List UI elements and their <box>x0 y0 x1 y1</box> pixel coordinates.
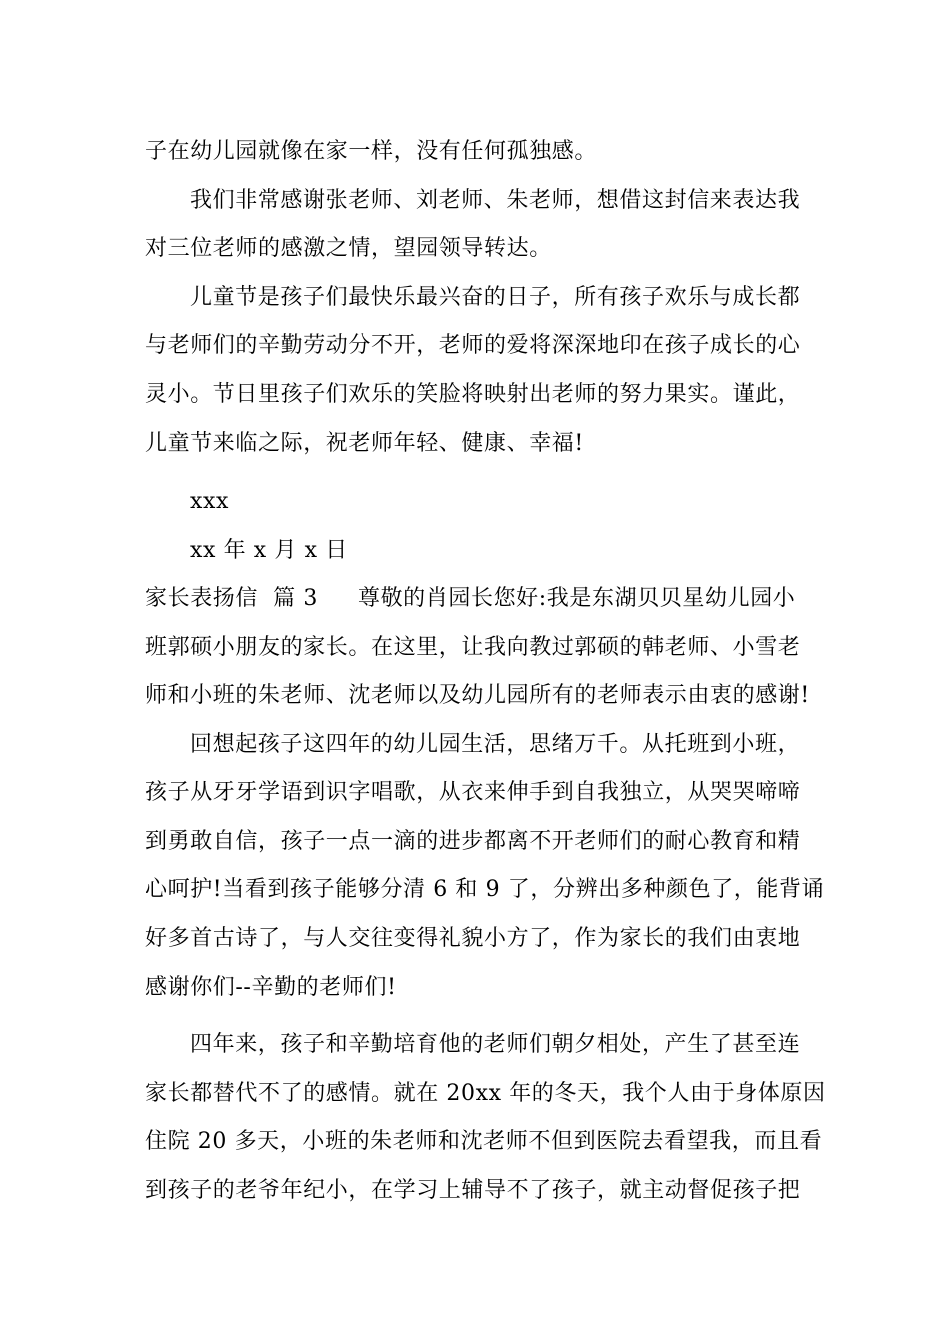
text-line: 到孩子的老爷年纪小，在学习上辅导不了孩子，就主动督促孩子把 <box>145 1178 801 1203</box>
text-line: 尊敬的肖园长您好:我是东湖贝贝星幼儿园小 <box>357 586 796 611</box>
text-line: 师和小班的朱老师、沈老师以及幼儿园所有的老师表示由衷的感谢! <box>145 683 810 708</box>
signature-date: xx 年 x 月 x 日 <box>190 538 348 563</box>
text-line: 儿童节来临之际，祝老师年轻、健康、幸福! <box>145 431 584 456</box>
text-line: 家长都替代不了的感情。就在 20xx 年的冬天，我个人由于身体原因 <box>145 1081 826 1106</box>
text-line: 好多首古诗了，与人交往变得礼貌小方了，作为家长的我们由衷地 <box>145 926 801 951</box>
text-line: 班郭硕小朋友的家长。在这里，让我向教过郭硕的韩老师、小雪老 <box>145 635 801 660</box>
text-line: 到勇敢自信，孩子一点一滴的进步都离不开老师们的耐心教育和精 <box>145 829 801 854</box>
text-line: 住院 20 多天，小班的朱老师和沈老师不但到医院去看望我，而且看 <box>145 1129 823 1154</box>
text-line: 子在幼儿园就像在家一样，没有任何孤独感。 <box>145 139 598 164</box>
text-line: 心呵护!当看到孩子能够分清 6 和 9 了，分辨出多种颜色了，能背诵 <box>145 877 825 902</box>
text-line: 与老师们的辛勤劳动分不开，老师的爱将深深地印在孩子成长的心 <box>145 333 801 358</box>
text-line: 感谢你们--辛勤的老师们! <box>145 975 397 1000</box>
section-heading: 家长表扬信 篇 3 <box>145 586 318 611</box>
text-line: 儿童节是孩子们最快乐最兴奋的日子，所有孩子欢乐与成长都 <box>190 285 801 310</box>
section-heading-line <box>145 584 795 614</box>
signature-name: xxx <box>190 489 230 514</box>
text-line: 对三位老师的感激之情，望园领导转达。 <box>145 236 552 261</box>
text-line: 回想起孩子这四年的幼儿园生活，思绪万千。从托班到小班， <box>190 732 801 757</box>
text-line: 灵小。节日里孩子们欢乐的笑脸将映射出老师的努力果实。谨此， <box>145 382 801 407</box>
text-line: 孩子从牙牙学语到识字唱歌，从衣来伸手到自我独立，从哭哭啼啼 <box>145 780 801 805</box>
text-line: 四年来，孩子和辛勤培育他的老师们朝夕相处，产生了甚至连 <box>190 1032 801 1057</box>
text-line: 我们非常感谢张老师、刘老师、朱老师，想借这封信来表达我 <box>190 188 801 213</box>
